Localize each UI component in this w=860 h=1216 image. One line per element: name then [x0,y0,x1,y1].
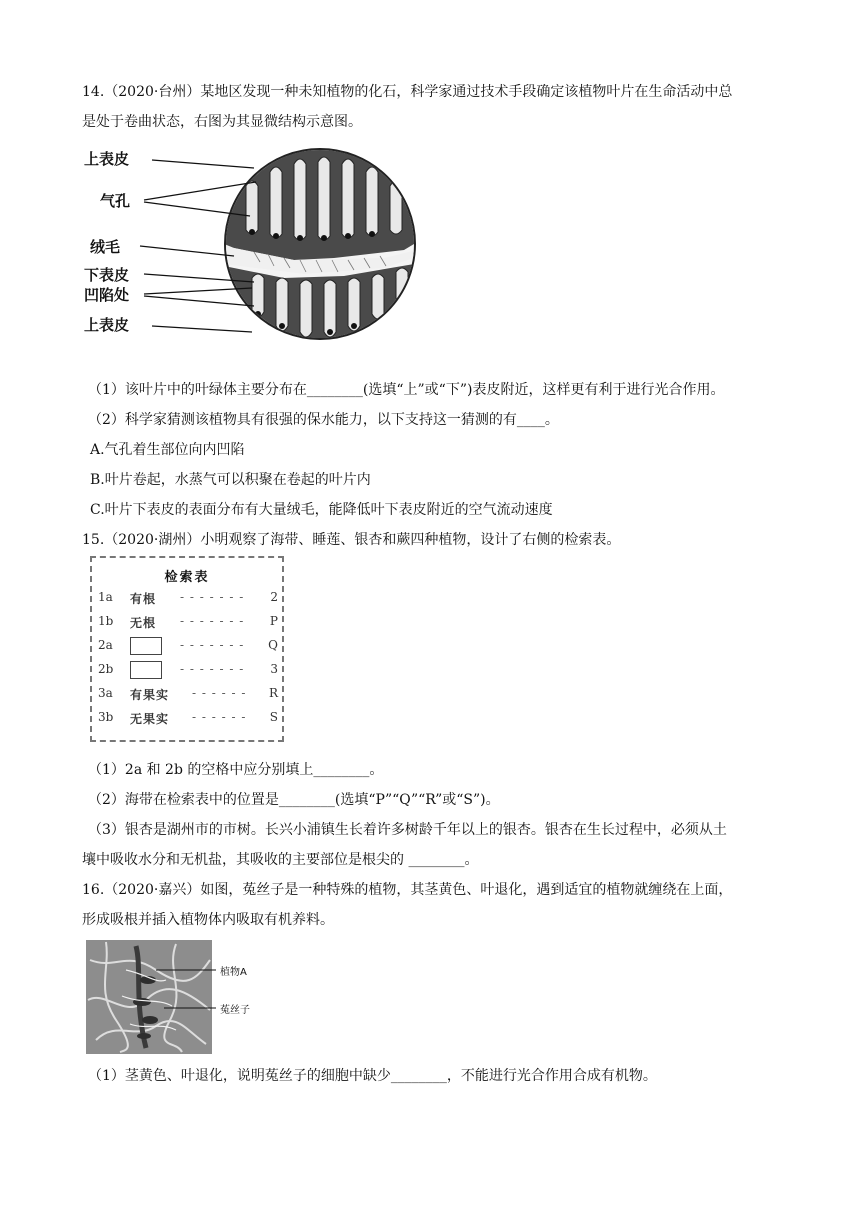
key-desc: 有果实 [130,688,170,702]
q16-stem-line2: 形成吸根并插入植物体内吸取有机养料。 [82,912,334,928]
q15-sub3-line1: （3）银杏是湖州市的市树。长兴小浦镇生长着许多树龄千年以上的银杏。银杏在生长过程中，必须从土 [88,822,727,838]
key-dashes: - - - - - - - [180,590,245,604]
key-result: 3 [270,662,278,676]
q15-sub3-line2: 壤中吸收水分和无机盐，其吸收的主要部位是根尖的 ________。 [82,852,479,868]
key-code: 3b [98,710,114,724]
label-depression: 凹陷处 [84,286,130,304]
key-title: 检索表 [164,570,210,585]
key-row [98,588,278,610]
key-result: Q [268,638,278,652]
dodder-photo-figure [86,940,286,1054]
label-stomata: 气孔 [100,192,131,210]
label-upper-epidermis-top: 上表皮 [84,150,130,168]
photo-leader-lines [86,940,286,1054]
q15-stem: 15.（2020·湖州）小明观察了海带、睡莲、银杏和蕨四种植物，设计了右侧的检索表。 [82,532,621,548]
key-row [98,612,278,634]
key-dashes: - - - - - - [192,686,247,700]
q15-sub2: （2）海带在检索表中的位置是________(选填“P”“Q”“R”或“S”)。 [88,792,500,808]
q14-stem-line1: 14.（2020·台州）某地区发现一种未知植物的化石，科学家通过技术手段确定该植物叶片在生命活动中总 [82,84,733,100]
key-result: 2 [270,590,278,604]
q14-option-a: A.气孔着生部位向内凹陷 [90,442,245,458]
key-row [98,708,278,730]
key-desc: 无果实 [130,712,170,726]
key-result: S [269,710,278,724]
key-result: P [269,614,278,628]
leaf-cross-section-figure [84,146,444,342]
q14-sub1: （1）该叶片中的叶绿体主要分布在________(选填“上”或“下”)表皮附近，这样更有利于进行光合作用。 [88,382,725,398]
key-code: 2b [98,662,114,676]
key-row [98,636,278,658]
label-plant-a: 植物A [220,967,247,978]
key-dashes: - - - - - - - [180,614,245,628]
leaf-cross-section-drawing [84,146,444,342]
q14-option-b: B.叶片卷起，水蒸气可以积聚在卷起的叶片内 [90,472,371,488]
label-upper-epidermis-bottom: 上表皮 [84,316,130,334]
q14-option-c: C.叶片下表皮的表面分布有大量绒毛，能降低叶下表皮附近的空气流动速度 [90,502,553,518]
key-desc: 无根 [130,616,157,630]
key-dashes: - - - - - - [192,710,247,724]
key-code: 2a [98,638,113,652]
key-code: 1a [98,590,113,604]
key-result: R [268,686,278,700]
key-code: 1b [98,614,114,628]
q15-sub1: （1）2a 和 2b 的空格中应分别填上________。 [88,762,384,778]
q14-stem-line2: 是处于卷曲状态，右图为其显微结构示意图。 [82,114,362,130]
key-code: 3a [98,686,113,700]
key-desc: 有根 [130,592,157,606]
q16-stem-line1: 16.（2020·嘉兴）如图，菟丝子是一种特殊的植物，其茎黄色、叶退化，遇到适宜的植物就缠绕在上面， [82,882,733,898]
key-row [98,684,278,706]
key-dashes: - - - - - - - [180,638,245,652]
q16-sub1: （1）茎黄色、叶退化，说明菟丝子的细胞中缺少________，不能进行光合作用合成有机物。 [88,1068,657,1084]
label-lower-epidermis: 下表皮 [84,266,130,284]
q14-sub2: （2）科学家猜测该植物具有很强的保水能力，以下支持这一猜测的有____。 [88,412,559,428]
key-blank-box [130,661,162,679]
key-row [98,660,278,682]
key-dashes: - - - - - - - [180,662,245,676]
label-hairs: 绒毛 [90,238,121,256]
dichotomous-key-figure [90,556,288,746]
key-blank-box [130,637,162,655]
label-dodder: 菟丝子 [220,1005,250,1016]
